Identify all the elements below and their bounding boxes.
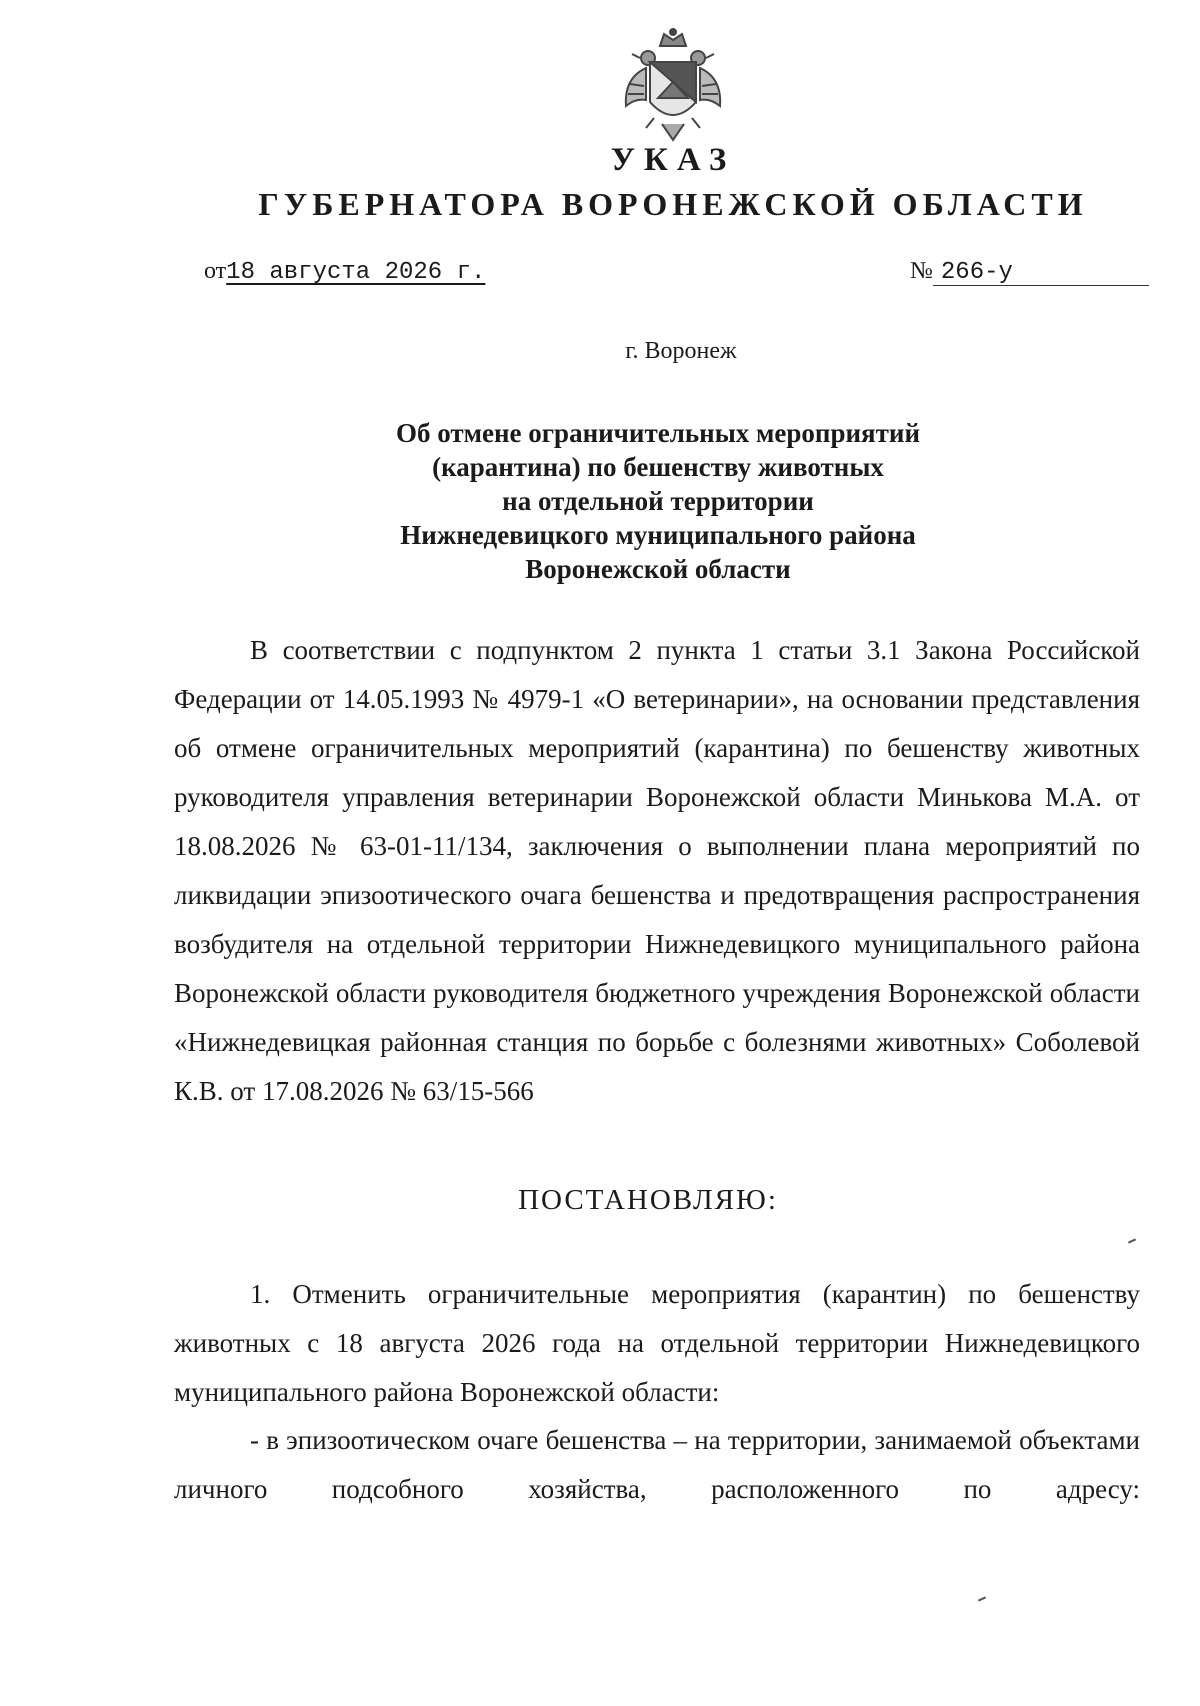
item-1-sub-paragraph: - в эпизоотическом очаге бешенства – на территории, занимаемой объектами личного подсобного хозяйства, расположенного по адресу: [174, 1425, 1140, 1504]
issuer-heading: ГУБЕРНАТОРА ВОРОНЕЖСКОЙ ОБЛАСТИ [258, 186, 1088, 222]
date-line [204, 258, 485, 286]
number-value: 266-у [933, 261, 1149, 286]
decree-title [0, 416, 1200, 586]
item-1-paragraph: 1. Отменить ограничительные мероприятия (карантин) по бешенству животных с 18 августа 2026 года на отдельной территории Нижнедевицкого муниципального района Воронежской области: [174, 1279, 1140, 1407]
title-line: (карантина) по бешенству животных [432, 452, 884, 482]
date-value: 18 августа 2026 г. [226, 259, 486, 286]
scan-mark [978, 1596, 986, 1601]
title-line: Об отмене ограничительных мероприятий [395, 418, 921, 448]
number-prefix: № [910, 258, 933, 284]
title-line: Нижнедевицкого муниципального района [400, 520, 916, 550]
document-type-heading: УКАЗ [610, 142, 736, 178]
preamble-paragraph: В соответствии с подпунктом 2 пункта 1 статьи 3.1 Закона Российской Федерации от 14.05.1993 № 4979-1 «О ветеринарии», на основании представления об отмене ограничительных мероприятий (карантина) по бешенству животных руководителя управления ветеринарии Воронежской области Минькова М.А. от 18.08.2026 № 63-01-11/134, заключения о выполнении плана мероприятий по ликвидации эпизоотического очага бешенства и предотвращения распространения возбудителя на отдельной территории Нижнедевицкого муниципального района Воронежской области руководителя бюджетного учреждения Воронежской области «Нижнедевицкая районная станция по борьбе с болезнями животных» Соболевой К.В. от 17.08.2026 № 63/15-566 [174, 635, 1140, 1106]
coat-of-arms-icon [618, 28, 728, 148]
city-line: г. Воронеж [625, 338, 737, 364]
title-line: на отдельной территории [502, 486, 814, 516]
title-line: Воронежской области [525, 554, 791, 584]
resolve-heading: ПОСТАНОВЛЯЮ: [518, 1184, 778, 1216]
date-prefix: от [204, 258, 227, 284]
number-line [910, 258, 1149, 286]
scan-mark [1128, 1238, 1136, 1243]
